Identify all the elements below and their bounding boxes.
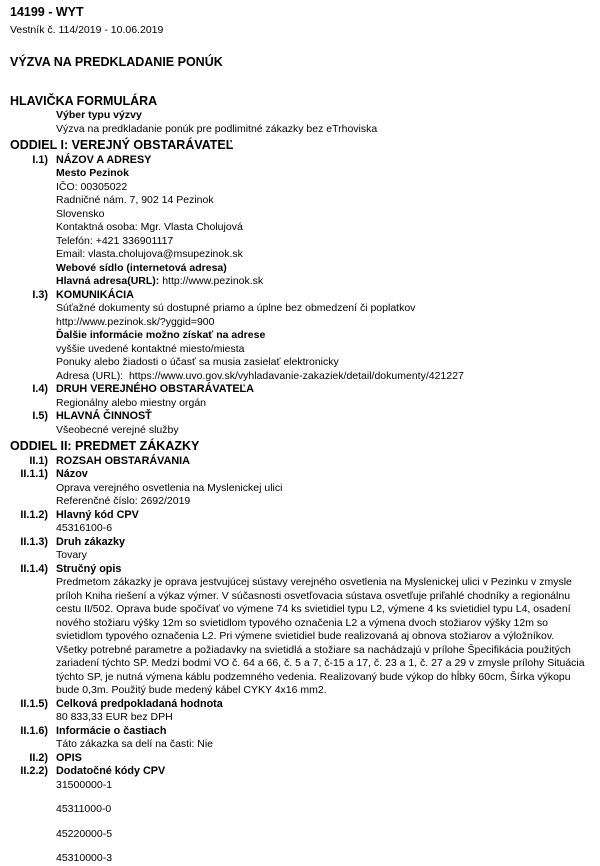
- tender-submission-text: Ponuky alebo žiadosti o účasť sa musia zasielať elektronicky: [56, 356, 339, 368]
- section-1-3-heading-row: [0, 289, 600, 303]
- buyer-ico: IČO: 00305022: [56, 180, 128, 193]
- call-type-value: Výzva na predkladanie ponúk pre podlimitné zákazky bez eTrhoviska: [56, 122, 378, 135]
- buyer-name: Mesto Pezinok: [56, 167, 129, 179]
- section-label: Hlavný kód CPV: [56, 508, 139, 521]
- web-address-heading: Webové sídlo (internetová adresa): [56, 261, 227, 274]
- section-number: II.1.3): [20, 535, 48, 548]
- additional-cpv-code: 45220000-5: [56, 827, 113, 840]
- main-activity-value: Všeobecné verejné služby: [56, 423, 179, 436]
- buyer-type-value: Regionálny alebo miestny orgán: [56, 396, 207, 409]
- main-url-value: http://www.pezinok.sk: [162, 275, 264, 287]
- notice-id: 14199 - WYT: [10, 5, 84, 19]
- section-number: II.1.4): [20, 562, 48, 575]
- section-label: KOMUNIKÁCIA: [56, 288, 134, 301]
- buyer-email: Email: vlasta.cholujova@msupezinok.sk: [56, 248, 243, 260]
- buyer-contact-person: Kontaktná osoba: Mgr. Vlasta Cholujová: [56, 221, 243, 233]
- section-label: Druh zákazky: [56, 535, 126, 548]
- additional-cpv-code: 31500000-1: [56, 778, 113, 791]
- section-number: II.2.2): [20, 765, 48, 777]
- section-number: II.1.6): [20, 724, 48, 737]
- section-label: Názov: [56, 468, 88, 480]
- main-url-label: Hlavná adresa(URL):: [56, 275, 160, 287]
- section-2-2-heading-row: [0, 752, 600, 766]
- section-label: NÁZOV A ADRESY: [56, 153, 152, 166]
- additional-cpv-code: 45311000-0: [56, 803, 112, 815]
- section-2-1-3-heading-row: [0, 536, 600, 550]
- reference-number: Referenčné číslo: 2692/2019: [56, 495, 191, 507]
- section-label: OPIS: [56, 751, 82, 764]
- document-title: VÝZVA NA PREDKLADANIE PONÚK: [10, 55, 223, 69]
- section-2-1-1-heading-row: [0, 468, 600, 482]
- section-number: I.1): [32, 153, 48, 166]
- section-2-1-heading-row: [0, 455, 600, 469]
- section-number: I.4): [32, 383, 48, 395]
- section-number: II.1): [29, 454, 48, 467]
- submission-url-value: https://www.uvo.gov.sk/vyhladavanie-zakaziek/detail/dokumenty/421227: [128, 369, 464, 382]
- submission-url-label: Adresa (URL):: [56, 369, 124, 382]
- section-label: ROZSAH OBSTARÁVANIA: [56, 454, 190, 467]
- call-type-label: Výber typu výzvy: [56, 109, 142, 121]
- contract-type-value: Tovary: [56, 549, 87, 561]
- documents-url: http://www.pezinok.sk/?yggid=900: [56, 315, 215, 328]
- section-2-1-2-heading-row: [0, 509, 600, 523]
- section-label: DRUH VEREJNÉHO OBSTARÁVATEĽA: [56, 383, 254, 395]
- section-number: II.1.2): [20, 508, 48, 521]
- bulletin-reference: Vestník č. 114/2019 - 10.06.2019: [10, 23, 164, 36]
- section-label: Dodatočné kódy CPV: [56, 765, 166, 777]
- section-number: I.3): [32, 288, 48, 301]
- form-header-heading: HLAVIČKA FORMULÁRA: [10, 93, 158, 108]
- section-2-1-6-heading-row: [0, 725, 600, 739]
- buyer-phone: Telefón: +421 336901117: [56, 234, 174, 247]
- section-2-2-2-heading-row: [0, 765, 600, 779]
- section-1-1-heading-row: [0, 154, 600, 168]
- contract-title: Oprava verejného osvetlenia na Myslenickej ulici: [56, 481, 283, 494]
- section-label: Celková predpokladaná hodnota: [56, 697, 223, 710]
- section-1-heading: ODDIEL I: VEREJNÝ OBSTARÁVATEĽ: [10, 138, 234, 152]
- estimated-value: 80 833,33 EUR bez DPH: [56, 711, 173, 723]
- section-label: Stručný opis: [56, 562, 122, 575]
- main-cpv-code: 45316100-6: [56, 522, 113, 534]
- section-2-1-4-heading-row: [0, 563, 600, 577]
- submission-url-line: [56, 370, 592, 384]
- short-description-text: Predmetom zákazky je oprava jestvujúcej sústavy verejného osvetlenia na Myslenickej ulici v Pezinku v zmysle príloh Kniha riešení a výkaz výmer. V súčasnosti osvetľovacia sústava osvetľuje priľahlé chodníky a regionálnu cestu II/502. Oprava bude spočívať vo výmene 74 ks svietidiel typu L2, výmene 4 ks svietidiel typu L4, osadení nového stožiaru výšky 12m so svietidlom typového označenia L2 a výmena dvoch stožiarov výšky 12m so svietidlom typového označenia L2. Pri výmene svietidiel bude realizovaná aj obnova stožiarov a výložníkov. Všetky potrebné parametre a požiadavky na svietidlá a stožiare sa nachádzajú v prílohe Špecifikácia použitých zariadení týchto SP. Medzi bodmi VO č. 64 a 66, č. 5 a 7, č-15 a 17, č. 23 a 1, č. 27 a 29 v zmysle prílohy Situácia týchto SP, je nutná výmena káblu podzemného vedenia. Realizovaný bude výkop do hĺbky 60cm, Šírka výkopu bude 0,3m. Použitý bude medený kábel CYKY 4x16 mm2.: [56, 576, 585, 696]
- lots-info-value: Táto zákazka sa delí na časti: Nie: [56, 738, 213, 750]
- buyer-address: Radničné nám. 7, 902 14 Pezinok: [56, 194, 214, 206]
- further-info-heading: Ďalšie informácie možno získať na adrese: [56, 329, 266, 341]
- main-url-line: [56, 275, 592, 289]
- further-info-text: vyššie uvedené kontaktné miesto/miesta: [56, 342, 245, 355]
- section-label: Informácie o častiach: [56, 724, 167, 737]
- section-number: II.2): [29, 751, 48, 764]
- buyer-country: Slovensko: [56, 207, 105, 220]
- section-number: I.5): [32, 410, 48, 422]
- section-1-4-heading-row: [0, 383, 600, 397]
- section-number: II.1.5): [20, 697, 48, 710]
- additional-cpv-code: 45310000-3: [56, 852, 113, 864]
- section-2-heading: ODDIEL II: PREDMET ZÁKAZKY: [10, 439, 200, 453]
- section-1-5-heading-row: [0, 410, 600, 424]
- section-2-1-5-heading-row: [0, 698, 600, 712]
- section-label: HLAVNÁ ČINNOSŤ: [56, 410, 152, 422]
- section-number: II.1.1): [20, 468, 48, 480]
- documents-availability-text: Súťažné dokumenty sú dostupné priamo a úplne bez obmedzení či poplatkov: [56, 302, 416, 314]
